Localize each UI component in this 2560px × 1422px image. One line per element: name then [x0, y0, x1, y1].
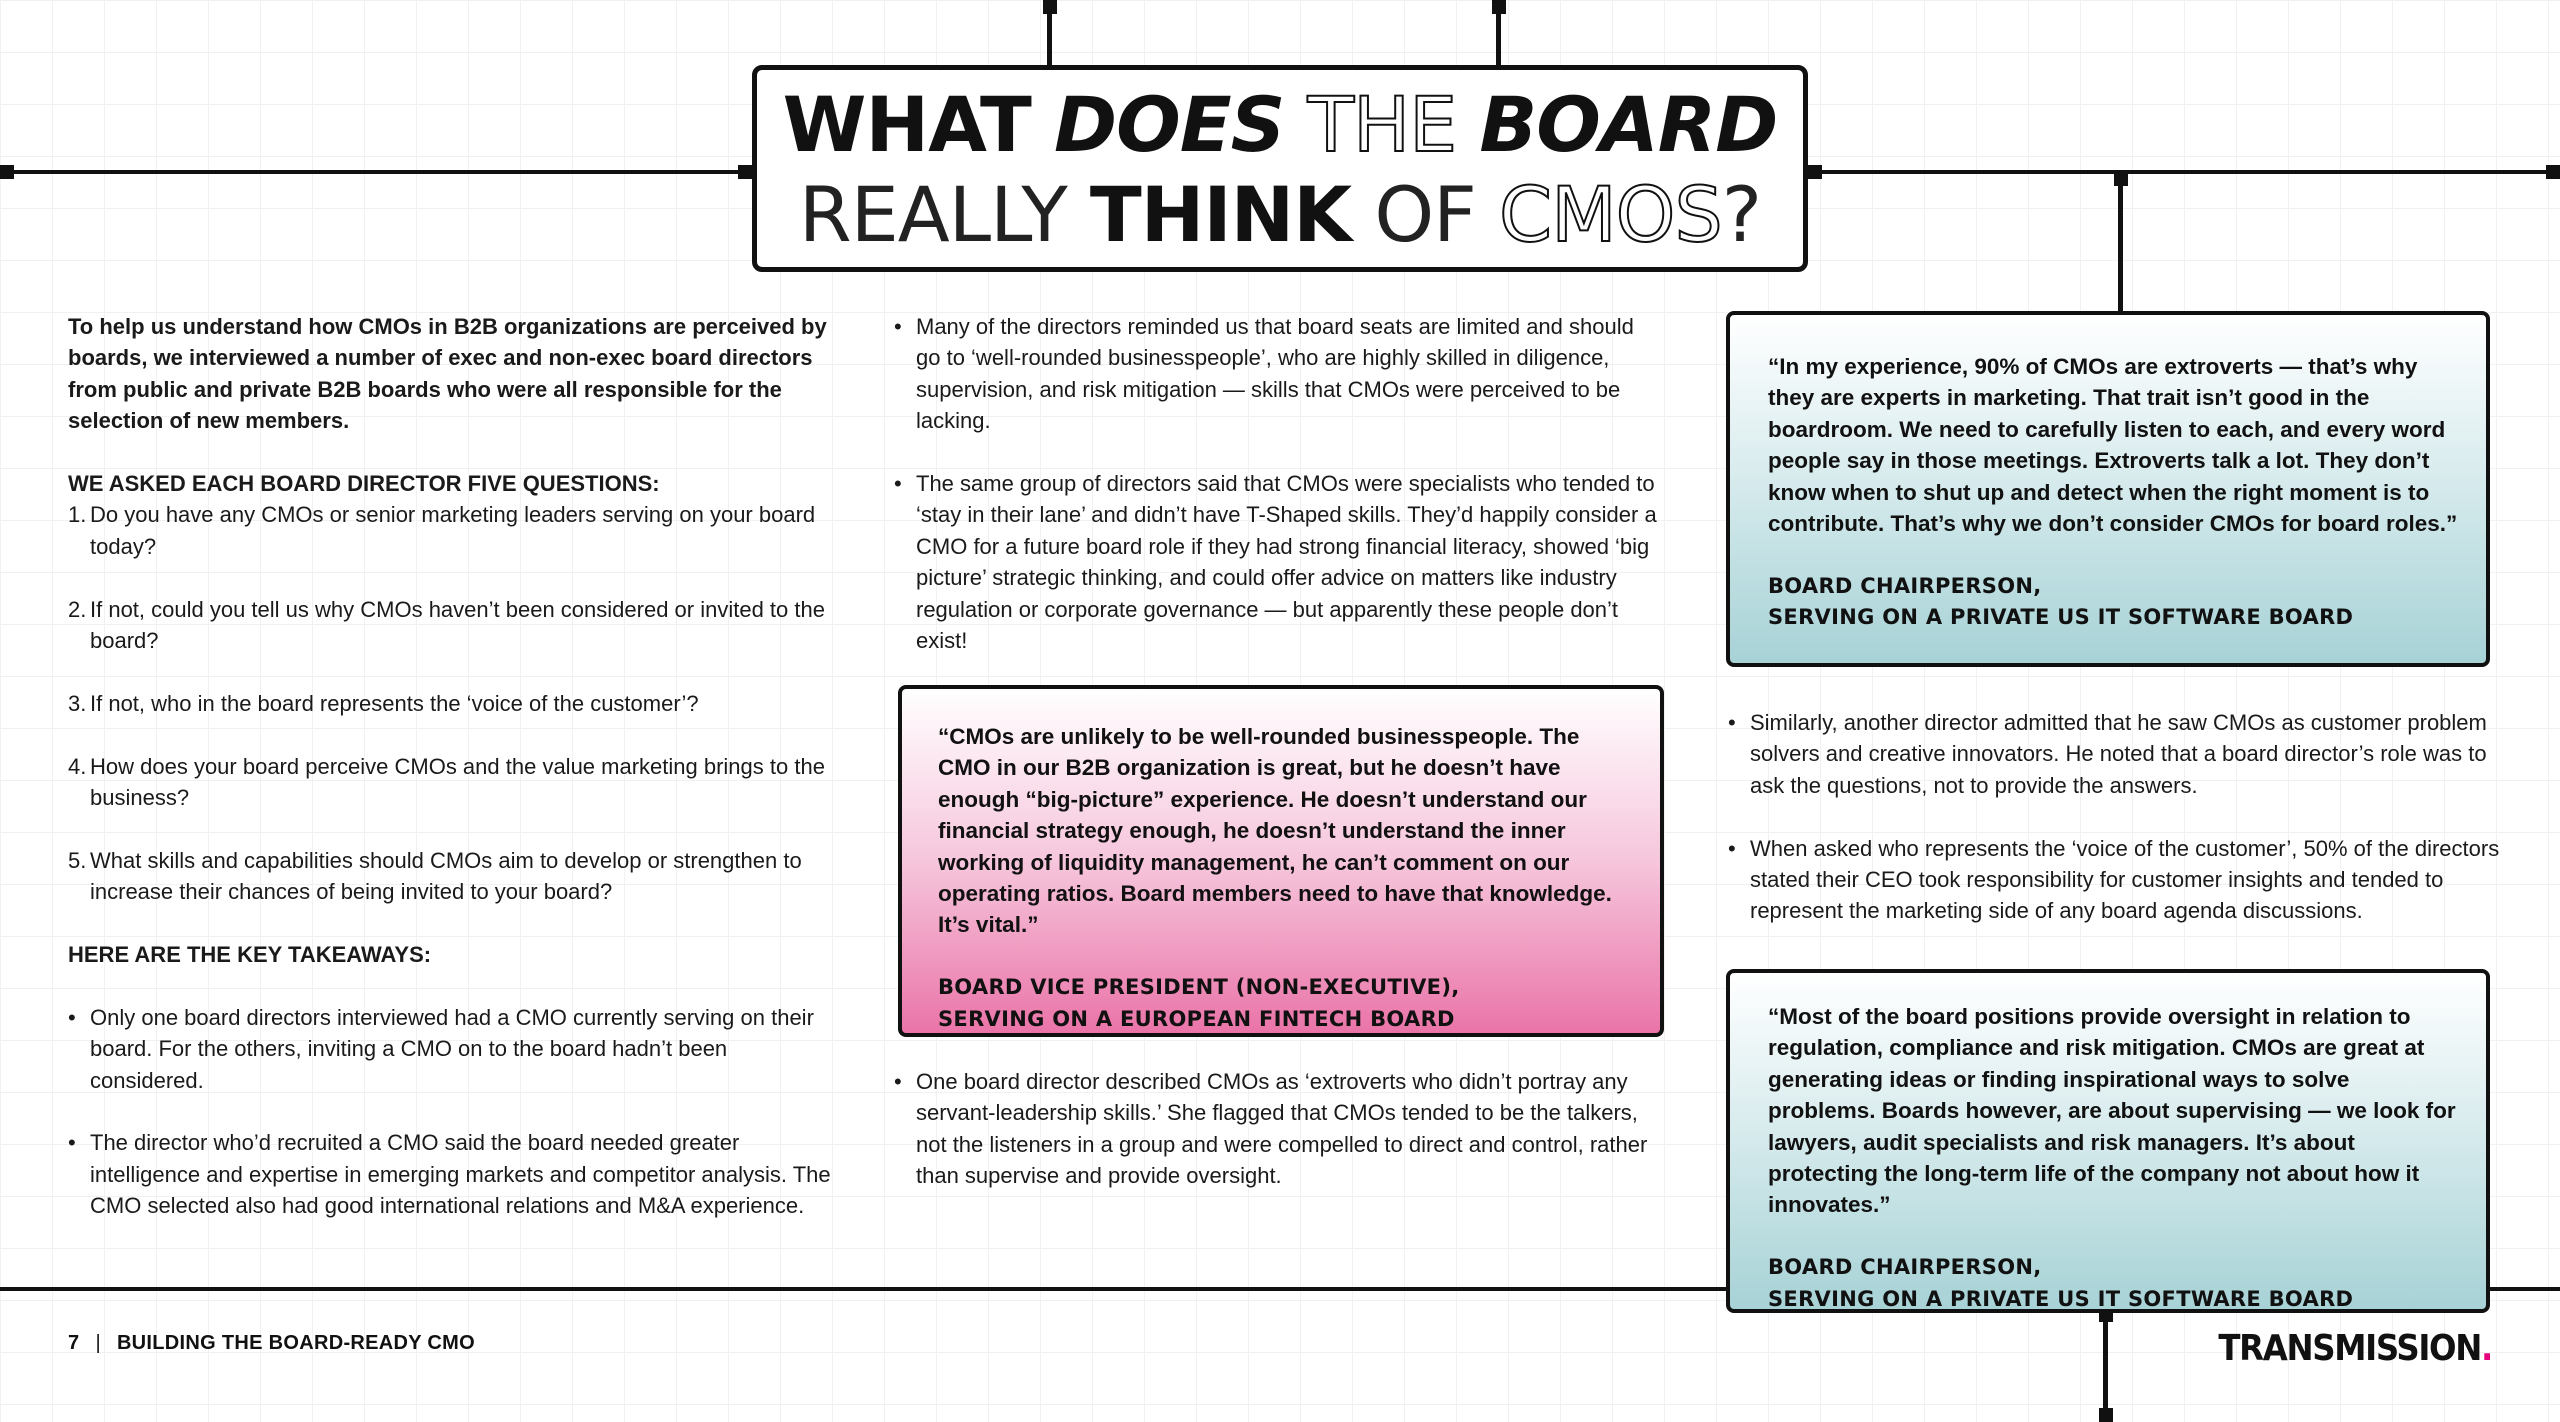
title-word: WHAT [782, 80, 1031, 169]
bullet-text: One board director described CMOs as ‘extroverts who didn’t portray any servant-leadership skills.’ She flagged that CMOs tended to be the talkers, not the listeners in a group and were compelled to direct and control, rather than supervise and provide oversight. [916, 1069, 1648, 1189]
question-item [68, 499, 836, 562]
bullet-text: When asked who represents the ‘voice of the customer’, 50% of the directors stated their CEO took responsibility for customer insights and tended to represent the marketing side of any board agenda discussions. [1750, 835, 2500, 924]
question-item [68, 594, 836, 657]
question-number: 1. [68, 502, 87, 528]
bullet-item [894, 468, 1664, 656]
footer-separator: | [95, 1332, 101, 1354]
takeaways-heading: HERE ARE THE KEY TAKEAWAYS: [68, 942, 432, 968]
connector-node [738, 165, 752, 179]
takeaway-item [68, 1002, 836, 1096]
intro-text: To help us understand how CMOs in B2B organizations are perceived by boards, we interviewed a number of exec and non-exec board directors from public and private B2B boards who were all responsible for the selection of new members. [68, 314, 827, 434]
logo-text: TRANSMISSION [2218, 1328, 2482, 1369]
bullet-text: The same group of directors said that CMOs were specialists who tended to ‘stay in their lane’ and didn’t have T-Shaped skills. They’d happily consider a CMO for a future board role if they had strong financial literacy, showed ‘big picture’ strategic thinking, and could offer advice on matters like industry regulation or corporate governance — but apparently these people don’t exist! [916, 471, 1657, 654]
title-word: CMOS [1499, 170, 1722, 259]
title-word: THINK [1089, 170, 1352, 259]
question-item [68, 688, 836, 719]
middle-column-top [894, 311, 1664, 656]
connector-line-bottom-right [2488, 1287, 2560, 1291]
connector-node [1043, 0, 1057, 14]
connector-line-down-right [2118, 172, 2123, 312]
bullet-icon: • [68, 1130, 76, 1156]
page-number: 7 [68, 1332, 80, 1354]
takeaway-item [68, 1127, 836, 1221]
quote-attribution: SERVING ON A PRIVATE US IT SOFTWARE BOARD [1768, 605, 2354, 630]
bullet-text: Many of the directors reminded us that board seats are limited and should go to ‘well-rounded businesspeople’, who are highly skilled in diligence, supervision, and risk mitigation — skills that CMOs were perceived to be lacking. [916, 314, 1634, 434]
question-number: 4. [68, 753, 87, 779]
question-item [68, 751, 836, 814]
connector-node [2546, 165, 2560, 179]
question-text: What skills and capabilities should CMOs aim to develop or strengthen to increase their chances of being invited to your board? [90, 847, 802, 905]
quote-attribution: SERVING ON A EUROPEAN FINTECH BOARD [938, 1006, 1455, 1031]
page-footer [68, 1332, 475, 1355]
connector-line-bottom [0, 1287, 1728, 1291]
question-text: Do you have any CMOs or senior marketing leaders serving on your board today? [90, 502, 816, 559]
connector-line-left [0, 170, 752, 174]
bullet-icon: • [894, 1069, 902, 1094]
connector-node [1808, 165, 1822, 179]
title-line-2 [757, 170, 1803, 260]
logo-dot: . [2481, 1328, 2492, 1369]
connector-node [2099, 1408, 2113, 1422]
title-word: DOES [1054, 80, 1285, 169]
transmission-logo [2218, 1328, 2492, 1369]
connector-node [0, 165, 14, 179]
middle-column-bottom [894, 1066, 1664, 1192]
quote-attribution: SERVING ON A PRIVATE US IT SOFTWARE BOARD [1768, 1286, 2354, 1311]
question-text: If not, who in the board represents the ‘voice of the customer’? [90, 690, 699, 716]
quote-text: “Most of the board positions provide oversight in relation to regulation, compliance and risk mitigation. CMOs are great at generating ideas or finding inspirational ways to solve problems. Boards however, are about supervising — we look for lawyers, audit specialists and risk managers. It’s about protecting the long-term life of the company not about how it innovates.” [1768, 1004, 2456, 1218]
connector-line-down-bottom [2103, 1308, 2108, 1422]
page-title [752, 65, 1808, 272]
question-text: How does your board perceive CMOs and the value marketing brings to the business? [90, 753, 825, 811]
bullet-icon: • [1728, 835, 1736, 861]
bullet-item [1728, 707, 2508, 801]
title-line-1 [757, 80, 1803, 170]
quote-attribution: BOARD CHAIRPERSON, [1768, 573, 2042, 598]
question-text: If not, could you tell us why CMOs haven’t been considered or invited to the board? [90, 596, 825, 654]
questions-heading: WE ASKED EACH BOARD DIRECTOR FIVE QUESTIONS: [68, 471, 660, 497]
quote-attribution: BOARD VICE PRESIDENT (NON-EXECUTIVE), [938, 975, 1460, 1000]
bullet-icon: • [894, 471, 902, 497]
connector-node [1492, 0, 1506, 14]
question-number: 3. [68, 690, 87, 716]
right-column-text [1728, 707, 2508, 927]
question-number: 2. [68, 596, 87, 622]
connector-node [2114, 172, 2128, 186]
question-item [68, 845, 836, 908]
footer-title: BUILDING THE BOARD-READY CMO [116, 1332, 475, 1354]
quote-attribution: BOARD CHAIRPERSON, [1768, 1255, 2042, 1280]
title-word: BOARD [1479, 80, 1778, 169]
title-word: OF [1374, 170, 1476, 259]
bullet-icon: • [68, 1004, 76, 1030]
takeaway-text: Only one board directors interviewed had a CMO currently serving on their board. For the others, inviting a CMO on to the board hadn’t been considered. [90, 1004, 814, 1093]
bullet-item [894, 1066, 1664, 1192]
takeaway-text: The director who’d recruited a CMO said the board needed greater intelligence and expertise in emerging markets and competitor analysis. The CMO selected also had good international relations and M&A experience. [90, 1130, 831, 1219]
left-column [68, 311, 836, 1222]
title-word: ? [1721, 170, 1762, 259]
bullet-item [894, 311, 1664, 437]
quote-box-chairperson-2 [1726, 969, 2490, 1313]
bullet-icon: • [1728, 710, 1736, 735]
question-number: 5. [68, 847, 87, 873]
quote-text: “CMOs are unlikely to be well-rounded businesspeople. The CMO in our B2B organization is great, but he doesn’t have enough “big-picture” experience. He doesn’t understand our financial strategy enough, he doesn’t understand the inner working of liquidity management, he can’t comment on our operating ratios. Board members need to have that knowledge. It’s vital.” [938, 724, 1612, 938]
title-word: THE [1307, 80, 1457, 169]
bullet-item [1728, 833, 2508, 927]
connector-line-right [1808, 170, 2560, 174]
quote-box-chairperson-1 [1726, 311, 2490, 667]
bullet-text: Similarly, another director admitted that he saw CMOs as customer problem solvers and creative innovators. He noted that a board director’s role was to ask the questions, not to provide the answers. [1750, 710, 2487, 798]
quote-text: “In my experience, 90% of CMOs are extroverts — that’s why they are experts in marketing. That trait isn’t good in the boardroom. We need to carefully listen to each, and every word people say in those meetings. Extroverts talk a lot. They don’t know when to shut up and detect when the right moment is to contribute. That’s why we don’t consider CMOs for board roles.” [1768, 354, 2458, 537]
title-word: REALLY [798, 170, 1067, 259]
quote-box-vice-president [898, 685, 1664, 1037]
bullet-icon: • [894, 314, 902, 339]
